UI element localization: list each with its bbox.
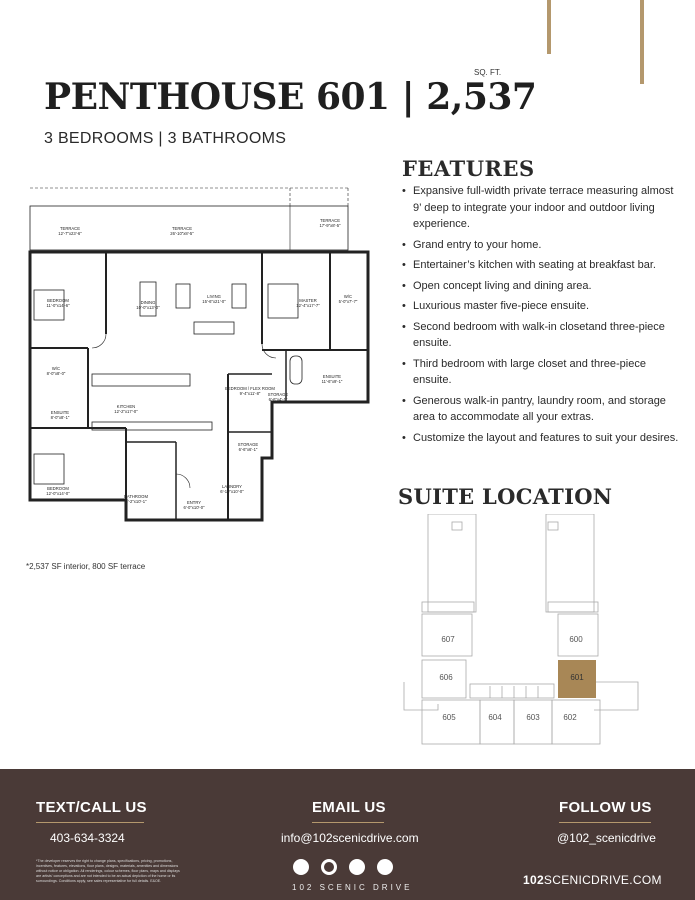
room-dims: 17'-9"x8'-5" [319, 223, 341, 228]
room-label: BATHROOM [124, 494, 148, 499]
room-label: LAUNDRY [222, 484, 242, 489]
contact-footer [0, 769, 695, 900]
room-dims: 6'-10"x10'-0" [220, 489, 244, 494]
room-label: KITCHEN [116, 404, 136, 409]
follow-heading: FOLLOW US [559, 799, 652, 816]
suite-number: 607 [441, 635, 455, 644]
page-title: PENTHOUSE 601 | 2,537 [44, 76, 537, 118]
room-label: DINING [140, 300, 156, 305]
room-dims: 10'-0"x13'-0" [136, 305, 160, 310]
feature-item: • Open concept living and dining area. [402, 279, 592, 292]
room-label: ENSUITE [50, 410, 70, 415]
gold-accent-bar [547, 0, 551, 54]
legal-disclaimer: *The developer reserves the right to change plans, specifications, pricing, promotions, incentives, features, elevations, floor plans, designs, materials, amenities and dimensions without notice or obligation. All renderings, colour schemes, floor plans, maps and displays are artists' conceptions and are not intended to be an actual depiction of the home or its surroundings. Conditions apply, see sales representative for full details. E&OE. [36, 859, 180, 883]
features-list [402, 183, 682, 450]
feature-item: • Luxurious master five-piece ensuite. [402, 300, 590, 312]
room-dims: 15'-6"x21'-0" [202, 299, 226, 304]
feature-item: • Generous walk-in pantry, laundry room, and storage area to accommodate all your extras. [402, 394, 666, 423]
room-dims: 6'-0"x10'-0" [183, 505, 205, 510]
heading-underline [36, 822, 144, 823]
room-label: W/C [343, 294, 353, 299]
floor-plan-note: *2,537 SF interior, 800 SF terrace [26, 562, 146, 571]
features-heading: FEATURES [402, 156, 535, 181]
suite-number: 606 [439, 673, 453, 682]
call-heading: TEXT/CALL US [36, 799, 147, 816]
room-label: ENTRY [186, 500, 202, 505]
page-subtitle: 3 BEDROOMS | 3 BATHROOMS [44, 130, 287, 147]
email-heading: EMAIL US [312, 799, 386, 816]
feature-item: • Customize the layout and features to suit your desires. [402, 431, 679, 444]
feature-item: • Expansive full-width private terrace measuring almost 9’ deep to integrate your indoor and outdoor living experience. [402, 185, 674, 230]
feature-item: • Grand entry to your home. [402, 238, 542, 251]
brand-logo-text: 102 SCENIC DRIVE [292, 883, 413, 892]
room-label: TERRACE [171, 226, 193, 231]
room-dims: 12'-7"x23'-6" [58, 231, 82, 236]
suite-number: 604 [488, 713, 502, 722]
suite-number: 603 [526, 713, 540, 722]
room-label: BEDROOM [47, 486, 69, 491]
room-dims: 8'-2"x10'-1" [125, 499, 147, 504]
room-dims: 11'-0"x14'-6" [46, 303, 70, 308]
heading-underline [312, 822, 384, 823]
room-label: BEDROOM / FLEX ROOM [225, 386, 275, 391]
room-label: STORAGE [237, 442, 259, 447]
suite-number: 600 [569, 635, 583, 644]
room-dims: 6'-6"x6'-1" [238, 447, 258, 452]
suite-number: 602 [563, 713, 577, 722]
suite-location-map [398, 514, 690, 754]
room-label: BEDROOM [47, 298, 69, 303]
feature-item: • Third bedroom with large closet and three-piece ensuite. [402, 357, 646, 386]
room-dims: 6'-6"x4'-1" [268, 397, 288, 402]
room-dims: 12'-0"x14'-0" [46, 491, 70, 496]
room-dims: 12'-4"x17'-7" [296, 303, 320, 308]
room-dims: 9'-4"x11'-8" [239, 391, 261, 396]
floor-plan [26, 184, 390, 554]
website-link[interactable]: 102SCENICDRIVE.COM [523, 873, 662, 887]
suite-number: 601 [570, 673, 584, 682]
title-unit: SQ. FT. [474, 68, 502, 77]
brand-logo-icon [292, 858, 400, 878]
room-dims: 5'-0"x7'-7" [338, 299, 358, 304]
phone-number[interactable]: 403-634-3324 [50, 831, 125, 845]
room-dims: 8'-0"x8'-0" [46, 371, 66, 376]
suite-number: 605 [442, 713, 456, 722]
room-label: ENSUITE [322, 374, 342, 379]
room-label: TERRACE [59, 226, 81, 231]
room-label: W/C [51, 366, 61, 371]
room-dims: 12'-2"x17'-0" [114, 409, 138, 414]
room-label: LIVING [207, 294, 221, 299]
gold-accent-bar [640, 0, 644, 84]
email-link[interactable]: info@102scenicdrive.com [281, 831, 419, 845]
room-label: MASTER [299, 298, 317, 303]
social-handle[interactable]: @102_scenicdrive [557, 831, 656, 845]
room-label: TERRACE [319, 218, 341, 223]
heading-underline [559, 822, 651, 823]
room-dims: 11'-6"x9'-1" [321, 379, 343, 384]
feature-item: • Second bedroom with walk-in closetand three-piece ensuite. [402, 320, 665, 349]
room-dims: 8'-0"x8'-1" [50, 415, 70, 420]
room-dims: 26'-10"x8'-5" [170, 231, 194, 236]
room-label: STORAGE [267, 392, 289, 397]
suite-location-heading: SUITE LOCATION [398, 484, 613, 509]
feature-item: • Entertainer’s kitchen with seating at breakfast bar. [402, 259, 656, 271]
